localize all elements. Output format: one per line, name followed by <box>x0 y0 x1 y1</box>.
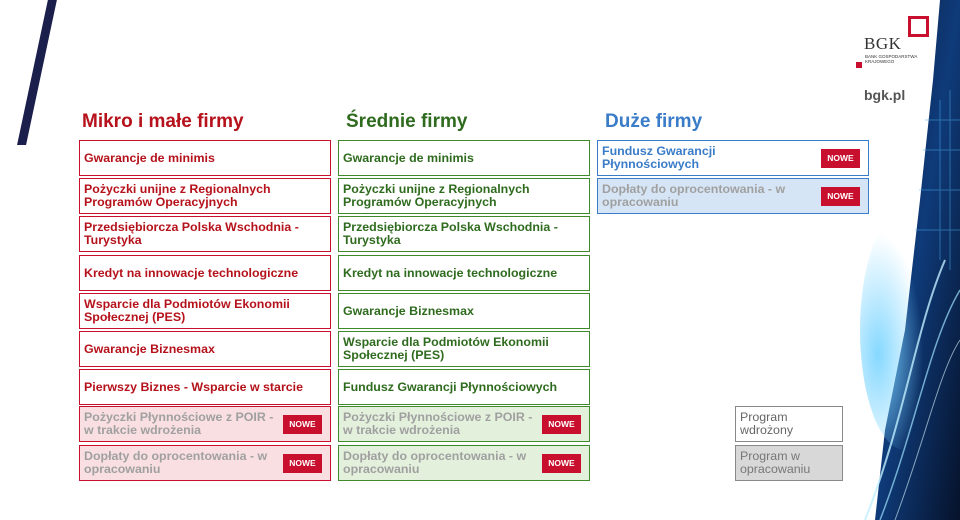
program-label: Kredyt na innowacje technologiczne <box>84 265 299 280</box>
program-box[interactable] <box>597 140 869 176</box>
program-box[interactable] <box>338 255 590 291</box>
program-label: Wsparcie dla Podmiotów Ekonomii Społecznej (PES) <box>343 335 549 362</box>
program-label: Pożyczki Płynnościowe z POIR - w trakcie wdrożenia <box>343 410 533 437</box>
program-box[interactable] <box>79 216 331 252</box>
program-label: Gwarancje Biznesmax <box>343 303 474 318</box>
program-label: Kredyt na innowacje technologiczne <box>343 265 558 280</box>
program-box-in-progress[interactable] <box>79 445 331 481</box>
program-box[interactable] <box>338 178 590 214</box>
program-label: Pierwszy Biznes - Wsparcie w starcie <box>84 379 303 394</box>
program-box[interactable] <box>338 369 590 405</box>
program-box[interactable] <box>79 255 331 291</box>
program-label: Pożyczki unijne z Regionalnych Programów Operacyjnych <box>84 182 271 209</box>
program-box[interactable] <box>79 331 331 367</box>
decorative-tech-panel <box>845 0 960 520</box>
new-badge: NOWE <box>821 149 860 168</box>
program-label: Gwarancje de minimis <box>84 150 215 165</box>
website-url[interactable]: bgk.pl <box>864 87 906 103</box>
logo-square-icon <box>908 16 929 37</box>
program-label: Gwarancje Biznesmax <box>84 341 215 356</box>
program-box-in-progress[interactable] <box>338 406 590 442</box>
program-label: Fundusz Gwarancji Płynnościowych <box>602 144 716 171</box>
program-label: Przedsiębiorcza Polska Wschodnia - Turystyka <box>343 220 558 247</box>
program-label: Dopłaty do oprocentowania - w opracowaniu <box>602 182 786 209</box>
legend-label: Program w opracowaniu <box>740 449 811 476</box>
legend-program-implemented <box>735 406 843 442</box>
program-box[interactable] <box>338 293 590 329</box>
new-badge: NOWE <box>542 454 581 473</box>
new-badge: NOWE <box>821 187 860 206</box>
column-title-medium: Średnie firmy <box>346 111 468 132</box>
logo-subtitle: BANK GOSPODARSTWA KRAJOWEGO <box>865 54 918 64</box>
decorative-stroke <box>17 0 59 145</box>
tech-background-graphic <box>845 0 960 520</box>
column-title-micro-small: Mikro i małe firmy <box>82 111 244 132</box>
program-box[interactable] <box>338 216 590 252</box>
program-label: Pożyczki unijne z Regionalnych Programów Operacyjnych <box>343 182 530 209</box>
program-box-in-progress[interactable] <box>79 406 331 442</box>
program-label: Przedsiębiorcza Polska Wschodnia - Turystyka <box>84 220 299 247</box>
program-label: Gwarancje de minimis <box>343 150 474 165</box>
program-box[interactable] <box>79 369 331 405</box>
logo-text: BGK <box>864 34 902 53</box>
program-box[interactable] <box>79 140 331 176</box>
program-label: Fundusz Gwarancji Płynnościowych <box>343 379 558 394</box>
logo-dot-icon <box>856 62 862 68</box>
bgk-logo <box>856 14 936 74</box>
program-box-in-progress[interactable] <box>338 445 590 481</box>
program-box[interactable] <box>79 293 331 329</box>
program-label: Wsparcie dla Podmiotów Ekonomii Społecznej (PES) <box>84 297 290 324</box>
new-badge: NOWE <box>283 415 322 434</box>
program-box[interactable] <box>338 140 590 176</box>
program-label: Dopłaty do oprocentowania - w opracowaniu <box>343 449 527 476</box>
legend-label: Program wdrożony <box>740 410 794 437</box>
program-box-in-progress[interactable] <box>597 178 869 214</box>
new-badge: NOWE <box>542 415 581 434</box>
program-box[interactable] <box>79 178 331 214</box>
legend-program-in-progress <box>735 445 843 481</box>
column-title-large: Duże firmy <box>605 111 703 132</box>
new-badge: NOWE <box>283 454 322 473</box>
program-box[interactable] <box>338 331 590 367</box>
program-label: Dopłaty do oprocentowania - w opracowaniu <box>84 449 268 476</box>
program-label: Pożyczki Płynnościowe z POIR - w trakcie wdrożenia <box>84 410 274 437</box>
